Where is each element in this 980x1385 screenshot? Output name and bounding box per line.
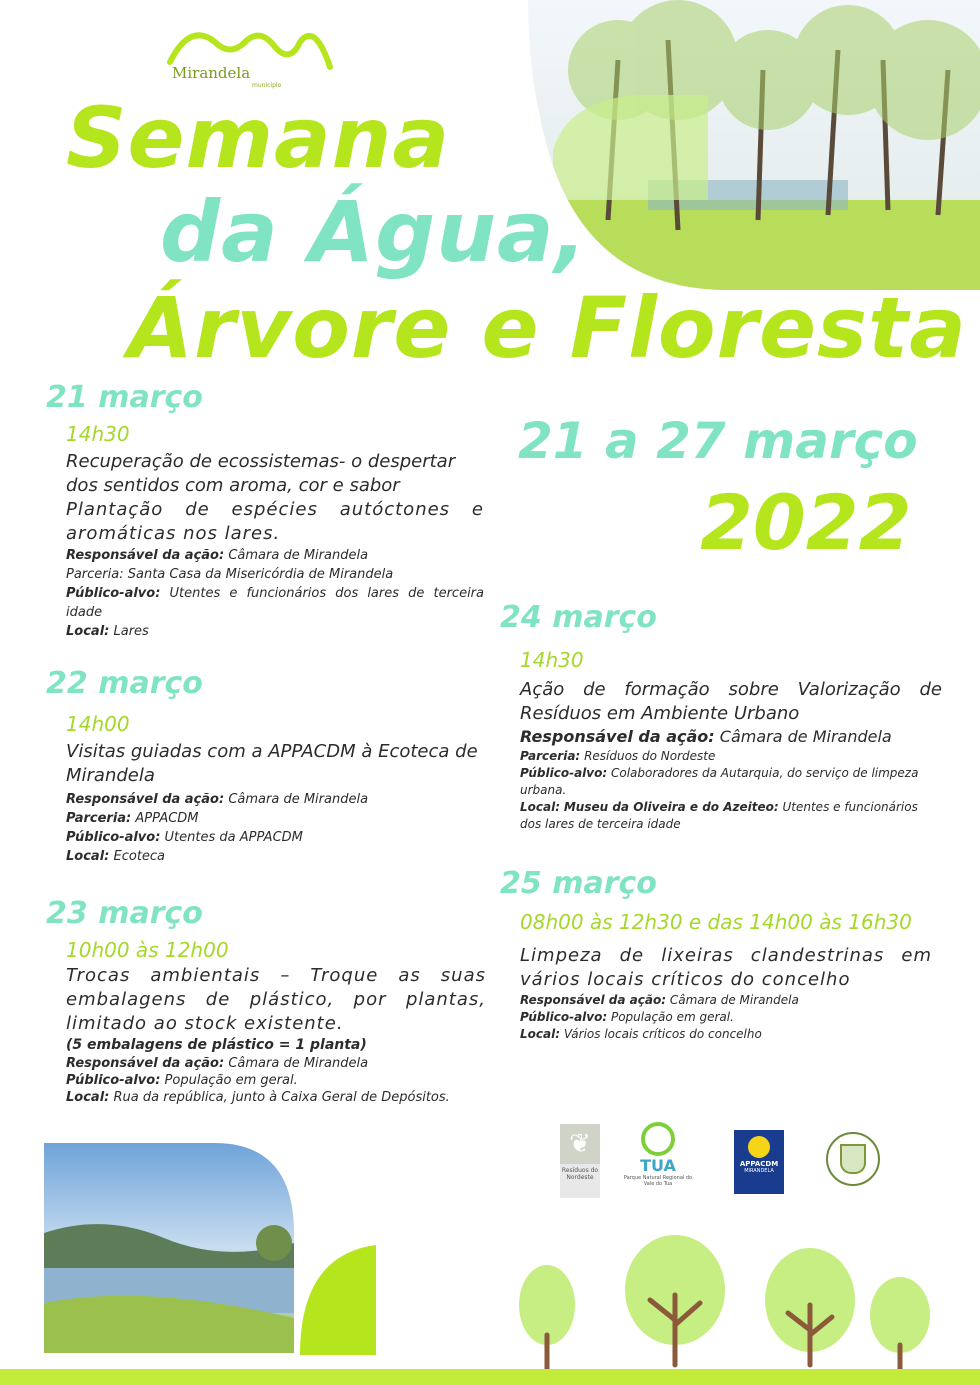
- event-date: 21 março: [46, 380, 203, 415]
- title-line-1: Semana: [66, 89, 451, 187]
- appacdm-logo: APPACDM MIRANDELA: [734, 1130, 784, 1194]
- event-parceria: Parceria: APPACDM: [66, 811, 199, 826]
- event-body: [66, 450, 484, 641]
- event-title: Trocas ambientais – Troque as suas embalagens de plástico, por plantas, limitado ao stock existente.: [66, 965, 486, 1034]
- event-body: [520, 944, 932, 1043]
- event-parceria: Parceria: Santa Casa da Misericórdia de Mirandela: [66, 567, 394, 582]
- event-time: 10h00 às 12h00: [66, 938, 229, 962]
- event-responsavel: Responsável da ação: Câmara de Mirandela: [520, 993, 799, 1007]
- mirandela-logo: [160, 22, 340, 92]
- park-photo: [528, 0, 980, 290]
- bottom-bar: [0, 1369, 980, 1385]
- event-time: 14h30: [520, 648, 584, 672]
- event-time: 08h00 às 12h30 e das 14h00 às 16h30: [520, 910, 912, 934]
- lake-photo: [44, 1143, 294, 1353]
- event-publico: Público-alvo: Colaboradores da Autarquia, do serviço de limpeza urbana.: [520, 766, 919, 797]
- event-body: [66, 740, 486, 866]
- residuos-nordeste-logo: ❦ Resíduos do Nordeste: [560, 1124, 600, 1198]
- event-title: Limpeza de lixeiras clandestrinas em vários locais críticos do concelho: [520, 945, 932, 990]
- event-date: 24 março: [500, 600, 657, 635]
- event-local: Local: Museu da Oliveira e do Azeiteo: Utentes e funcionários dos lares de terceira idade: [520, 800, 918, 831]
- title-line-2: da Água,: [160, 183, 588, 281]
- date-range: 21 a 27 março: [518, 412, 918, 470]
- event-publico: Público-alvo: Utentes e funcionários dos lares de terceira idade: [66, 586, 484, 620]
- tua-logo: TUA Parque Natural Regional do Vale do Tua: [618, 1122, 698, 1202]
- event-title: Recuperação de ecossistemas- o despertar dos sentidos com aroma, cor e sabor: [66, 451, 456, 496]
- event-publico: Público-alvo: População em geral.: [66, 1073, 298, 1088]
- event-subtitle: Plantação de espécies autóctones e aromáticas nos lares.: [66, 499, 484, 544]
- event-note: (5 embalagens de plástico = 1 planta): [66, 1037, 367, 1053]
- leaf-shape: [300, 1245, 376, 1359]
- event-title: Visitas guiadas com a APPACDM à Ecoteca de Mirandela: [66, 741, 478, 786]
- event-date: 22 março: [46, 666, 203, 701]
- trees-illustration: [510, 1235, 950, 1379]
- event-body: [520, 678, 942, 833]
- event-responsavel: Responsável da ação: Câmara de Mirandela: [66, 792, 369, 807]
- event-local: Local: Ecoteca: [66, 849, 166, 864]
- event-time: 14h30: [66, 422, 130, 446]
- event-date: 25 março: [500, 866, 657, 901]
- event-time: 14h00: [66, 712, 130, 736]
- logo-subtext: município: [252, 82, 282, 89]
- event-date: 23 março: [46, 896, 203, 931]
- municipal-seal: [826, 1132, 880, 1186]
- event-publico: Público-alvo: População em geral.: [520, 1010, 734, 1024]
- event-publico: Público-alvo: Utentes da APPACDM: [66, 830, 303, 845]
- logo-text: Mirandela: [172, 64, 251, 82]
- sun-icon: [748, 1136, 770, 1158]
- event-responsavel: Responsável da ação: Câmara de Mirandela: [66, 548, 369, 563]
- event-body: [66, 964, 486, 1106]
- shield-icon: [840, 1144, 866, 1174]
- event-parceria: Parceria: Resíduos do Nordeste: [520, 749, 716, 763]
- tua-icon: [641, 1122, 675, 1156]
- event-local: Local: Rua da república, junto à Caixa Geral de Depósitos.: [66, 1090, 450, 1105]
- event-title: Ação de formação sobre Valorização de Resíduos em Ambiente Urbano: [520, 679, 942, 724]
- year: 2022: [700, 478, 912, 567]
- event-local: Local: Lares: [66, 624, 149, 639]
- partner-logos: [556, 1118, 886, 1208]
- feather-icon: ❦: [560, 1124, 600, 1164]
- event-responsavel: Responsável da ação: Câmara de Mirandela: [66, 1056, 369, 1071]
- event-local: Local: Vários locais críticos do concelho: [520, 1027, 762, 1041]
- title-line-3: Árvore e Floresta: [128, 279, 967, 377]
- event-responsavel: Responsável da ação: Câmara de Mirandela: [520, 727, 892, 746]
